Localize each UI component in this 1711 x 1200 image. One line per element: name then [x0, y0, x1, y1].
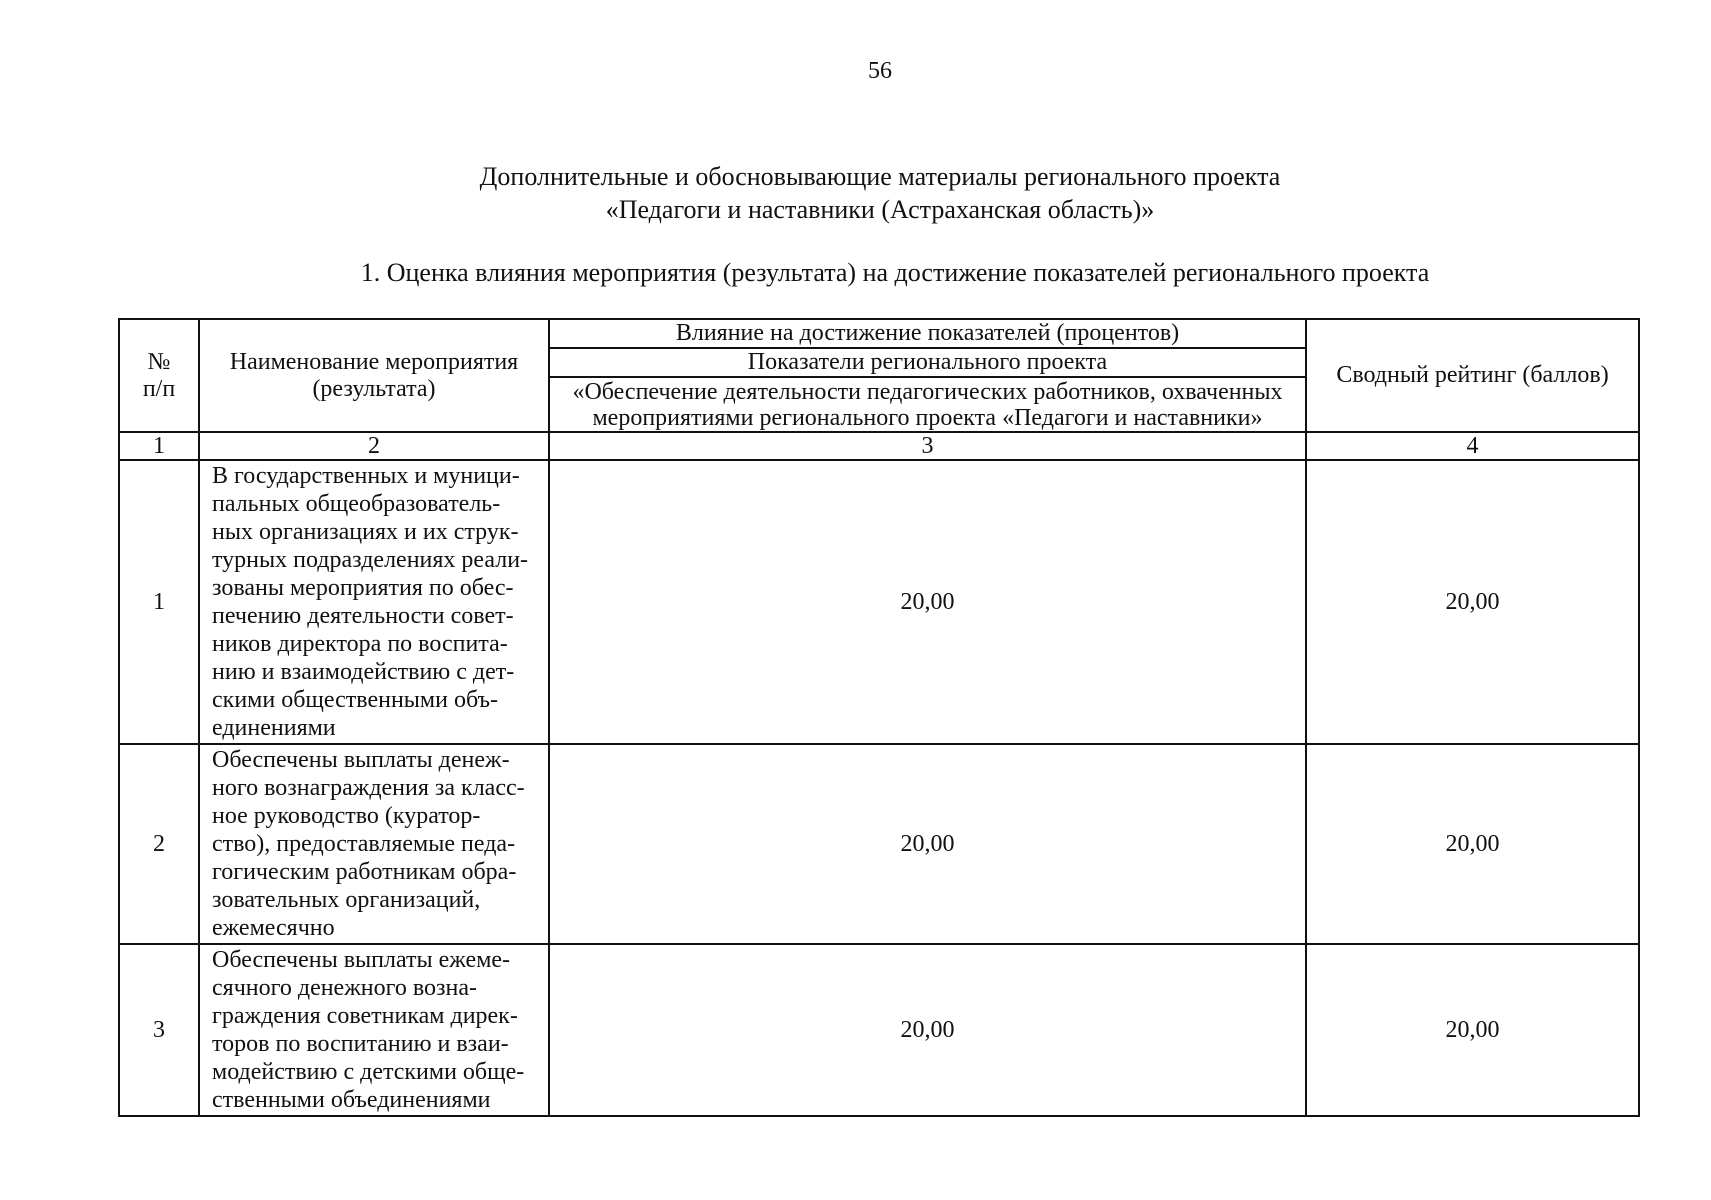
- row-name-line: ников директора по воспита-: [212, 631, 508, 657]
- row-name: [199, 460, 549, 744]
- header-num: [119, 319, 199, 432]
- row-name-line: Обеспечены выплаты ежеме-: [212, 947, 511, 973]
- row-rating: 20,00: [1306, 944, 1639, 1116]
- row-rating: 20,00: [1306, 460, 1639, 744]
- page-number: 56: [868, 58, 892, 84]
- row-name-line: зованы мероприятия по обес-: [212, 575, 514, 601]
- row-name-line: пальных общеобразователь-: [212, 491, 501, 517]
- table-row: [119, 744, 1639, 944]
- row-name-line: Обеспечены выплаты денеж-: [212, 747, 510, 773]
- column-number: 2: [199, 432, 549, 460]
- row-name-line: ного вознаграждения за класс-: [212, 775, 525, 801]
- table-row: [119, 460, 1639, 744]
- row-value: 20,00: [549, 944, 1306, 1116]
- document-title: [0, 160, 1711, 226]
- row-name-line: ственными объединениями: [212, 1087, 491, 1113]
- row-name-line: модействию с детскими обще-: [212, 1059, 525, 1085]
- row-name-line: единениями: [212, 715, 336, 741]
- header-indicator-line-1: «Обеспечение деятельности педагогических работников, охваченных: [572, 378, 1283, 405]
- header-indicator: [549, 377, 1306, 432]
- row-number: 3: [119, 944, 199, 1116]
- header-indicators: Показатели регионального проекта: [549, 348, 1306, 377]
- row-name-line: ежемесячно: [212, 915, 335, 941]
- column-number: 4: [1306, 432, 1639, 460]
- row-value: 20,00: [549, 744, 1306, 944]
- header-rating: Сводный рейтинг (баллов): [1306, 319, 1639, 432]
- header-num-line-2: п/п: [142, 375, 176, 402]
- table-row: [119, 944, 1639, 1116]
- row-rating: 20,00: [1306, 744, 1639, 944]
- header-influence: Влияние на достижение показателей (процентов): [549, 319, 1306, 348]
- section-heading: 1. Оценка влияния мероприятия (результата) на достижение показателей регионального проекта: [360, 258, 1430, 287]
- row-name-line: турных подразделениях реали-: [212, 547, 529, 573]
- row-name: [199, 944, 549, 1116]
- row-name-line: сячного денежного возна-: [212, 975, 478, 1001]
- column-number: 1: [119, 432, 199, 460]
- row-number: 1: [119, 460, 199, 744]
- header-name-line-1: Наименование мероприятия: [229, 348, 519, 375]
- row-name-line: скими общественными объ-: [212, 687, 498, 713]
- row-name: [199, 744, 549, 944]
- header-name-line-2: (результата): [312, 375, 436, 402]
- row-name-line: торов по воспитанию и взаи-: [212, 1031, 509, 1057]
- header-indicator-line-2: мероприятиями регионального проекта «Педагоги и наставники»: [592, 404, 1263, 431]
- document-title-line-2: «Педагоги и наставники (Астраханская область)»: [605, 195, 1155, 224]
- column-number-row: [119, 432, 1639, 460]
- column-number: 3: [549, 432, 1306, 460]
- table-header-row: [119, 319, 1639, 348]
- row-name-line: гогическим работникам обра-: [212, 859, 517, 885]
- row-name-line: зовательных организаций,: [212, 887, 481, 913]
- row-name-line: В государственных и муници-: [212, 463, 520, 489]
- row-name-line: ных организациях и их струк-: [212, 519, 519, 545]
- header-name: [199, 319, 549, 432]
- row-name-line: ство), предоставляемые педа-: [212, 831, 516, 857]
- impact-table: [118, 318, 1640, 1117]
- row-name-line: печению деятельности совет-: [212, 603, 514, 629]
- row-value: 20,00: [549, 460, 1306, 744]
- row-number: 2: [119, 744, 199, 944]
- row-name-line: нию и взаимодействию с дет-: [212, 659, 515, 685]
- header-num-line-1: №: [147, 348, 171, 375]
- row-name-line: ное руководство (куратор-: [212, 803, 481, 829]
- row-name-line: граждения советникам дирек-: [212, 1003, 518, 1029]
- document-title-line-1: Дополнительные и обосновывающие материалы регионального проекта: [479, 162, 1281, 191]
